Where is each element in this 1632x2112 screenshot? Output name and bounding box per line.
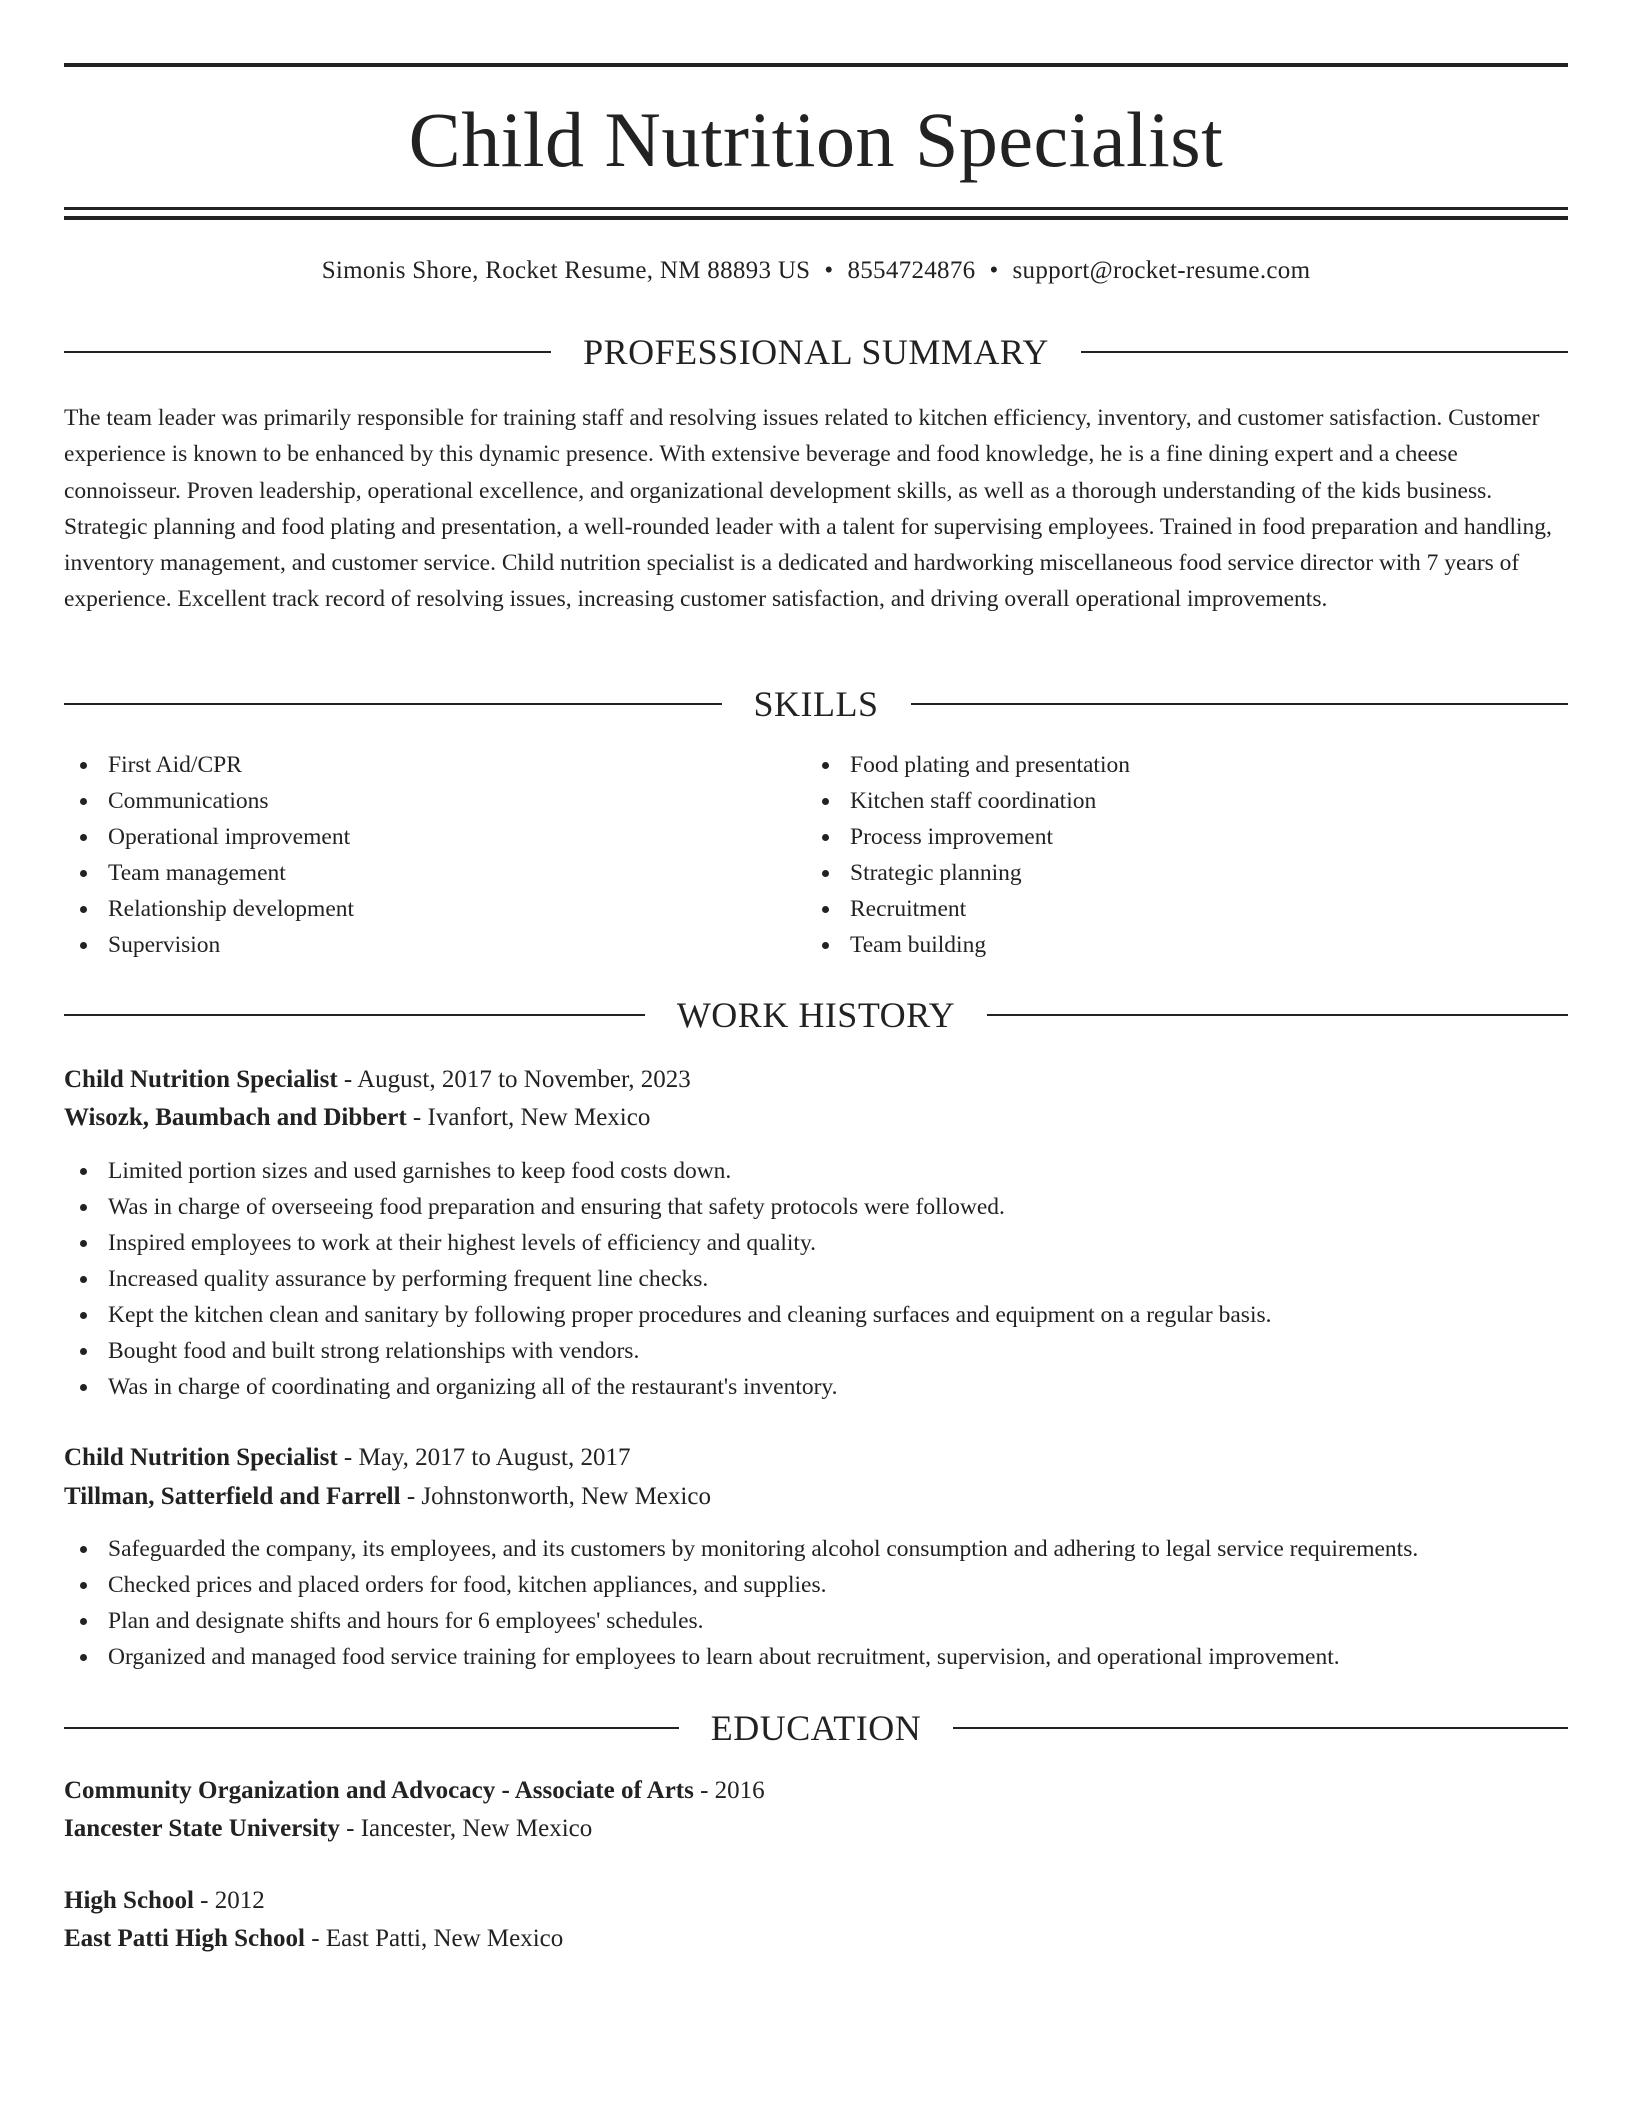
- job-company: Wisozk, Baumbach and Dibbert: [64, 1104, 407, 1131]
- contact-line: [64, 254, 1568, 288]
- heading-rule: [64, 1014, 645, 1016]
- contact-separator: •: [989, 257, 999, 284]
- job-bullet: Organized and managed food service training for employees to learn about recruitment, supervision, and operational improvement.: [64, 1639, 1568, 1675]
- skill-item: First Aid/CPR: [64, 747, 806, 783]
- skills-column-left: [64, 747, 806, 963]
- education-degree-line: [64, 1772, 1568, 1810]
- skill-item: Strategic planning: [806, 855, 1548, 891]
- skill-item: Team building: [806, 927, 1548, 963]
- skill-item: Team management: [64, 855, 806, 891]
- heading-rule: [987, 1014, 1568, 1016]
- skill-item: Recruitment: [806, 891, 1548, 927]
- job-bullet: Checked prices and placed orders for food, kitchen appliances, and supplies.: [64, 1567, 1568, 1603]
- education-location: - East Patti, New Mexico: [305, 1925, 564, 1952]
- job-bullets: [64, 1153, 1568, 1405]
- section-title: WORK HISTORY: [676, 995, 956, 1035]
- job-dates: - May, 2017 to August, 2017: [337, 1444, 631, 1471]
- skill-item: Relationship development: [64, 891, 806, 927]
- top-rule: [64, 63, 1568, 67]
- education-degree-line: [64, 1882, 1568, 1920]
- job-title: Child Nutrition Specialist: [64, 1444, 338, 1471]
- job-company-line: [64, 1478, 1568, 1516]
- job-bullet: Bought food and built strong relationships with vendors.: [64, 1333, 1568, 1369]
- job-bullet: Inspired employees to work at their highest levels of efficiency and quality.: [64, 1225, 1568, 1261]
- skill-item: Communications: [64, 783, 806, 819]
- job-title-line: [64, 1439, 1568, 1477]
- heading-rule: [64, 351, 551, 353]
- job-bullet: Was in charge of coordinating and organizing all of the restaurant's inventory.: [64, 1369, 1568, 1405]
- job-title-line: [64, 1061, 1568, 1099]
- education-school: Iancester State University: [64, 1815, 340, 1842]
- heading-rule: [953, 1727, 1568, 1729]
- skill-item: Kitchen staff coordination: [806, 783, 1548, 819]
- education-degree: High School: [64, 1887, 194, 1914]
- job-bullet: Increased quality assurance by performing frequent line checks.: [64, 1261, 1568, 1297]
- education-degree: Community Organization and Advocacy - Associate of Arts: [64, 1777, 694, 1804]
- contact-email: support@rocket-resume.com: [1012, 257, 1311, 284]
- resume-title: Child Nutrition Specialist: [408, 96, 1224, 183]
- skill-item: Process improvement: [806, 819, 1548, 855]
- job-company: Tillman, Satterfield and Farrell: [64, 1483, 401, 1510]
- skill-item: Supervision: [64, 927, 806, 963]
- contact-separator: •: [824, 257, 834, 284]
- job-bullet: Kept the kitchen clean and sanitary by following proper procedures and cleaning surfaces and equipment on a regular basis.: [64, 1297, 1568, 1333]
- section-title: SKILLS: [753, 684, 879, 724]
- job-title: Child Nutrition Specialist: [64, 1066, 338, 1093]
- section-title: EDUCATION: [710, 1708, 922, 1748]
- job-company-line: [64, 1099, 1568, 1137]
- job-bullets: [64, 1531, 1568, 1675]
- job-bullet: Limited portion sizes and used garnishes to keep food costs down.: [64, 1153, 1568, 1189]
- skills-list: [64, 747, 1568, 963]
- section-heading-skills: [64, 682, 1568, 726]
- title-rule-lower: [64, 216, 1568, 220]
- section-heading-education: [64, 1706, 1568, 1750]
- job-location: - Ivanfort, New Mexico: [406, 1104, 651, 1131]
- skill-item: Operational improvement: [64, 819, 806, 855]
- job-bullet: Was in charge of overseeing food preparation and ensuring that safety protocols were followed.: [64, 1189, 1568, 1225]
- job-bullet: Safeguarded the company, its employees, and its customers by monitoring alcohol consumption and adhering to legal service requirements.: [64, 1531, 1568, 1567]
- heading-rule: [1081, 351, 1568, 353]
- education-school-line: [64, 1920, 1568, 1958]
- education-school-line: [64, 1810, 1568, 1848]
- section-heading-summary: [64, 330, 1568, 374]
- skill-item: Food plating and presentation: [806, 747, 1548, 783]
- job-bullet: Plan and designate shifts and hours for 6 employees' schedules.: [64, 1603, 1568, 1639]
- job-location: - Johnstonworth, New Mexico: [400, 1483, 711, 1510]
- education-location: - Iancester, New Mexico: [339, 1815, 593, 1842]
- contact-phone: 8554724876: [847, 257, 976, 284]
- contact-address: Simonis Shore, Rocket Resume, NM 88893 US: [321, 257, 811, 284]
- education-school: East Patti High School: [64, 1925, 305, 1952]
- title-rule-upper: [64, 207, 1568, 210]
- education-year: - 2012: [193, 1887, 265, 1914]
- skills-column-right: [806, 747, 1548, 963]
- education-year: - 2016: [693, 1777, 765, 1804]
- job-dates: - August, 2017 to November, 2023: [337, 1066, 691, 1093]
- heading-rule: [911, 703, 1569, 705]
- heading-rule: [64, 703, 722, 705]
- heading-rule: [64, 1727, 679, 1729]
- section-title: PROFESSIONAL SUMMARY: [583, 332, 1049, 372]
- section-heading-work: [64, 993, 1568, 1037]
- summary-text: The team leader was primarily responsible for training staff and resolving issues related to kitchen efficiency, inventory, and customer satisfaction. Customer experience is known to be enhanced by this dynamic presence. With extensive beverage and food knowledge, he is a fine dining expert and a cheese connoisseur. Proven leadership, operational excellence, and organizational development skills, as well as a thorough understanding of the kids business. Strategic planning and food plating and presentation, a well-rounded leader with a talent for supervising employees. Trained in food preparation and handling, inventory management, and customer service. Child nutrition specialist is a dedicated and hardworking miscellaneous food service director with 7 years of experience. Excellent track record of resolving issues, increasing customer satisfaction, and driving overall operational improvements.: [64, 405, 1552, 613]
